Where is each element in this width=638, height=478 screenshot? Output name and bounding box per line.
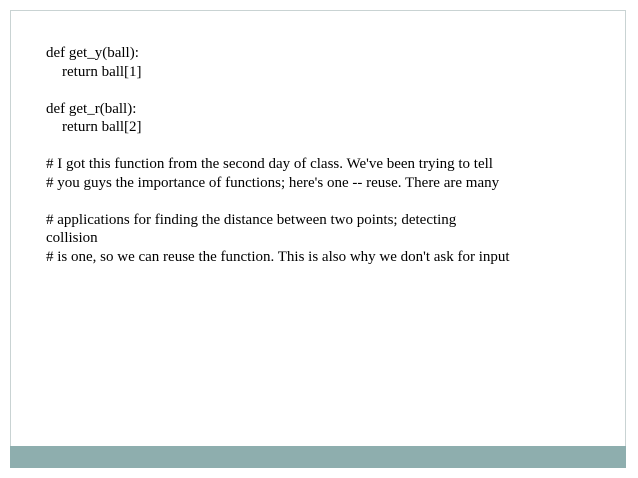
blank-line: [46, 137, 606, 156]
code-line-return-y: return ball[1]: [62, 63, 142, 80]
code-line-return-r: return ball[2]: [62, 119, 142, 135]
code-line-def-get-y: def get_y(ball):: [46, 45, 139, 61]
comment-line-4: # is one, so we can reuse the function. This is also why we don't ask for input: [46, 248, 510, 265]
comment-line-3-wrap: collision: [46, 230, 98, 246]
code-block: [46, 44, 606, 266]
comment-line-2: # you guys the importance of functions; here's one -- reuse. There are many: [46, 174, 500, 191]
footer-bar: [10, 446, 626, 468]
code-line-def-get-r: def get_r(ball):: [46, 100, 137, 117]
blank-line: [46, 81, 606, 100]
comment-line-1: # I got this function from the second day of class. We've been trying to tell: [46, 156, 493, 172]
comment-line-3: # applications for finding the distance between two points; detecting: [46, 211, 457, 228]
blank-line: [46, 192, 606, 211]
